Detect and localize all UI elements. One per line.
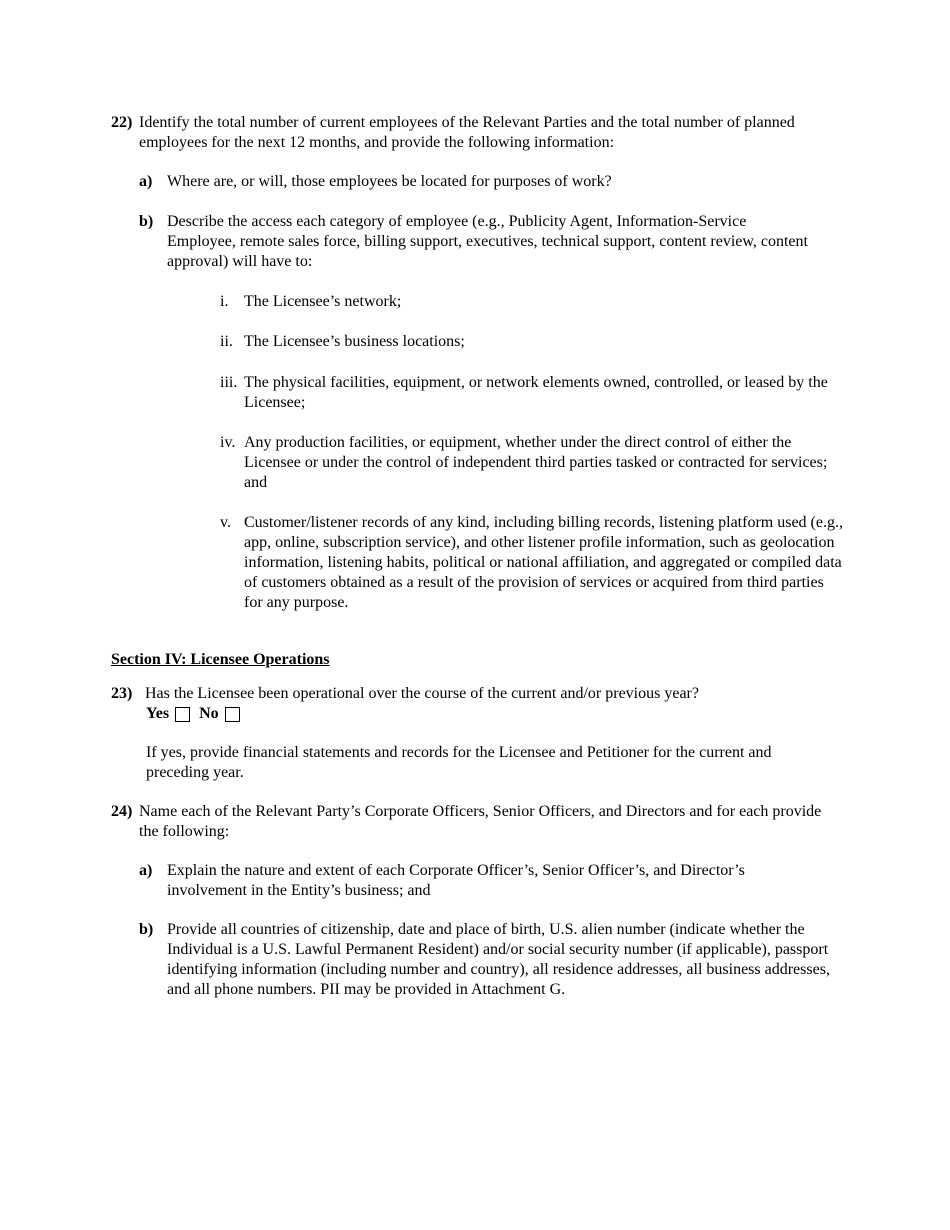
q22b-item-2-text: The Licensee’s business locations; [244,333,465,350]
section-iv-heading: Section IV: Licensee Operations [111,651,330,668]
q22b-label: b) [139,213,154,230]
q24-text: Name each of the Relevant Party’s Corporate Officers, Senior Officers, and Directors and for each provide the following: [139,803,822,840]
q22b-text: Describe the access each category of employee (e.g., Publicity Agent, Information-Service Employee, remote sales force, billing support, executives, technical support, content review, content approval) will have to: [167,213,808,270]
q22-number: 22) [111,114,133,131]
q23-followup: If yes, provide financial statements and records for the Licensee and Petitioner for the current and preceding year. [146,744,772,781]
q22b-item-1-text: The Licensee’s network; [244,293,402,310]
no-label: No [199,705,219,722]
q22b-item-4-numeral: iv. [220,434,236,451]
q24b-label: b) [139,921,154,938]
yes-label: Yes [146,705,170,722]
q23-number: 23) [111,685,133,702]
no-checkbox[interactable] [225,707,240,722]
q22-text: Identify the total number of current employees of the Relevant Parties and the total number of planned employees for the next 12 months, and provide the following information: [139,114,795,151]
q22a-label: a) [139,173,153,190]
q22b-item-1-numeral: i. [220,293,229,310]
q22b-item-5-numeral: v. [220,514,231,531]
q22b-item-3-text: The physical facilities, equipment, or network elements owned, controlled, or leased by the Licensee; [244,374,828,411]
q24b-text: Provide all countries of citizenship, date and place of birth, U.S. alien number (indicate whether the Individual is a U.S. Lawful Permanent Resident) and/or social security number (if applicable), passport identifying information (including number and country), all residence addresses, all business addresses, and all phone numbers. PII may be provided in Attachment G. [167,921,830,998]
q23-text: Has the Licensee been operational over the course of the current and/or previous year? [145,685,699,702]
q24a-label: a) [139,862,153,879]
q22a-text: Where are, or will, those employees be located for purposes of work? [167,173,612,190]
q24-number: 24) [111,803,133,820]
q22b-item-5-text: Customer/listener records of any kind, including billing records, listening platform used (e.g., app, online, subscription service), and other listener profile information, such as geolocation information, listening habits, political or national affiliation, and aggregated or compiled data of customers obtained as a result of the provision of services or acquired from third parties for any purpose. [244,514,843,611]
yes-checkbox[interactable] [175,707,190,722]
q22b-item-3-numeral: iii. [220,374,238,391]
q24a-text: Explain the nature and extent of each Corporate Officer’s, Senior Officer’s, and Director’s involvement in the Entity’s business; and [167,862,745,899]
q22b-item-2-numeral: ii. [220,333,233,350]
q22b-item-4-text: Any production facilities, or equipment, whether under the direct control of either the Licensee or under the control of independent third parties tasked or contracted for services; and [244,434,828,491]
q23-yes-no-group [146,704,249,724]
